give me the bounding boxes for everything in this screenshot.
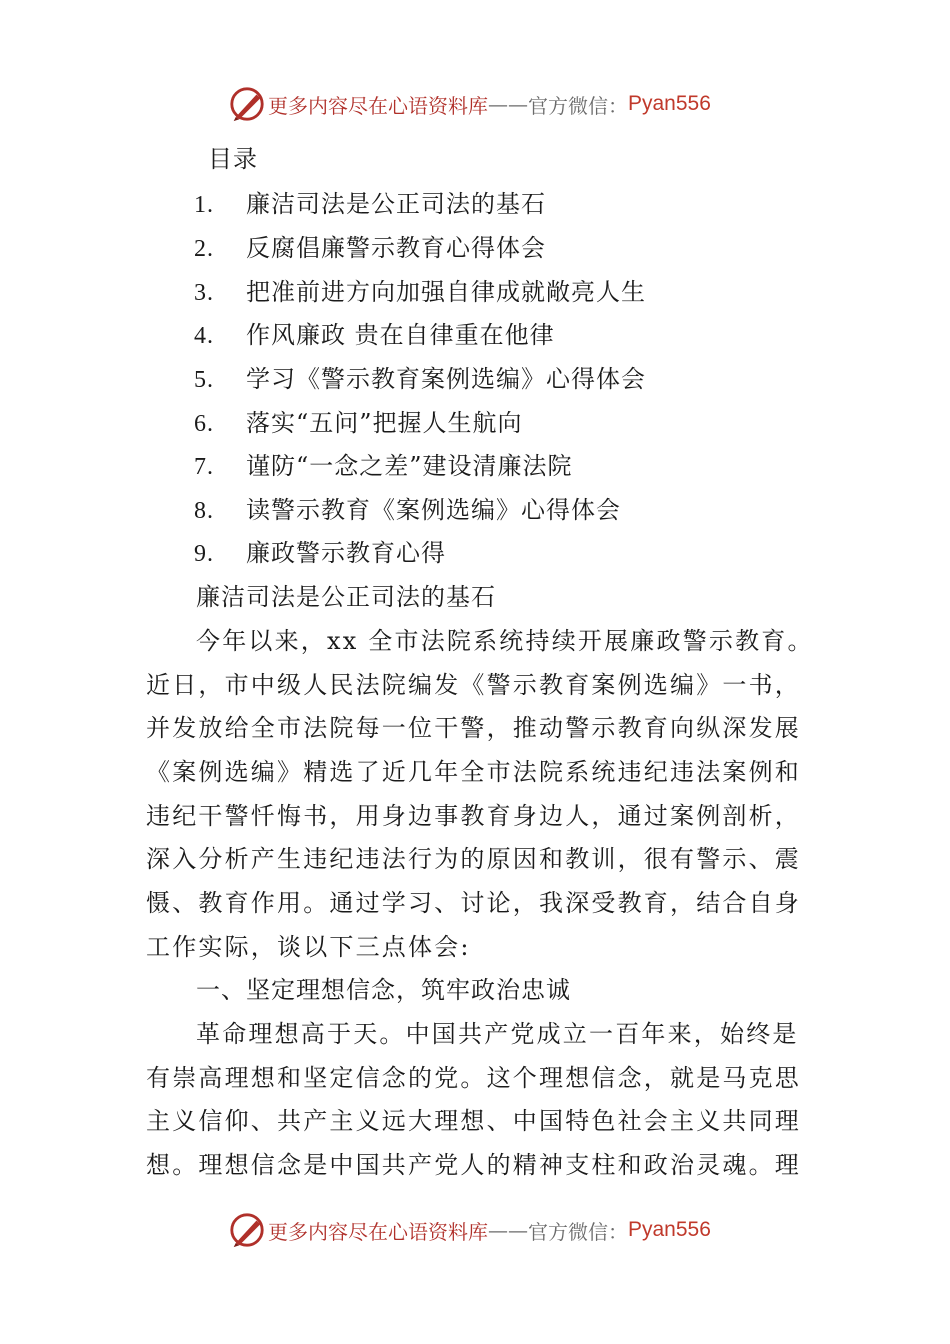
paragraph-line: 今年以来，xx 全市法院系统持续开展廉政警示教育。 xyxy=(196,627,814,655)
banner-wechat-id: Pyan556 xyxy=(628,1218,711,1241)
toc-item-text: 反腐倡廉警示教育心得体会 xyxy=(246,234,546,262)
toc-item-text: 作风廉政 贵在自律重在他律 xyxy=(246,321,555,349)
toc-item xyxy=(194,189,546,220)
toc-item-text: 读警示教育《案例选编》心得体会 xyxy=(246,496,621,524)
paragraph-line: 革命理想高于天。中国共产党成立一百年来，始终是 xyxy=(196,1020,799,1048)
banner-wechat-label: 官方微信： xyxy=(528,1219,628,1244)
paragraph-line: 慑、教育作用。通过学习、讨论，我深受教育，结合自身 xyxy=(146,889,801,917)
section-heading: 一、坚定理想信念，筑牢政治忠诚 xyxy=(196,976,571,1004)
toc-item xyxy=(194,233,546,264)
banner-wechat-id: Pyan556 xyxy=(628,92,711,115)
paragraph-line: 工作实际，谈以下三点体会: xyxy=(146,933,471,961)
toc-item-number: 7. xyxy=(194,454,214,480)
article-heading: 廉洁司法是公正司法的基石 xyxy=(196,583,496,611)
toc-item-number: 5. xyxy=(194,367,214,393)
header-banner-content xyxy=(228,82,711,126)
toc-item-number: 8. xyxy=(194,498,214,524)
toc-item-number: 4. xyxy=(194,323,214,349)
toc-item-text: 廉政警示教育心得 xyxy=(246,539,446,567)
paragraph-line: 想。理想信念是中国共产党人的精神支柱和政治灵魂。理 xyxy=(146,1151,801,1179)
paragraph-line: 违纪干警忏悔书，用身边事教育身边人，通过案例剖析， xyxy=(146,802,801,830)
paragraph-line: 并发放给全市法院每一位干警，推动警示教育向纵深发展 xyxy=(146,714,801,742)
toc-item xyxy=(194,364,646,395)
toc-item-number: 2. xyxy=(194,236,214,262)
toc-item xyxy=(194,277,646,308)
toc-item xyxy=(194,451,573,482)
toc-item xyxy=(194,538,446,569)
banner-slogan: 更多内容尽在心语资料库 xyxy=(268,93,488,118)
pen-logo-icon xyxy=(228,85,266,123)
paragraph-line: 主义信仰、共产主义远大理想、中国特色社会主义共同理 xyxy=(146,1107,801,1135)
toc-item xyxy=(194,320,555,351)
banner-wechat-label: 官方微信： xyxy=(528,93,628,118)
banner-dash: —— xyxy=(488,92,528,116)
paragraph-line: 《案例选编》精选了近几年全市法院系统违纪违法案例和 xyxy=(146,758,801,786)
toc-item-number: 3. xyxy=(194,280,214,306)
toc-item xyxy=(194,408,523,439)
toc-item-number: 1. xyxy=(194,192,214,218)
paragraph-line: 有崇高理想和坚定信念的党。这个理想信念，就是马克思 xyxy=(146,1064,801,1092)
toc-title: 目录 xyxy=(208,145,258,173)
banner-dash: —— xyxy=(488,1218,528,1242)
toc-item-text: 把准前进方向加强自律成就敞亮人生 xyxy=(246,278,646,306)
toc-item xyxy=(194,495,621,526)
toc-item-number: 6. xyxy=(194,411,214,437)
pen-logo-icon xyxy=(228,1211,266,1249)
toc-item-text: 落实“五问”把握人生航向 xyxy=(246,409,523,437)
footer-banner xyxy=(0,1208,950,1252)
paragraph-line: 深入分析产生违纪违法行为的原因和教训，很有警示、震 xyxy=(146,845,801,873)
banner-slogan: 更多内容尽在心语资料库 xyxy=(268,1219,488,1244)
footer-banner-content xyxy=(228,1208,711,1252)
toc-item-number: 9. xyxy=(194,541,214,567)
toc-item-text: 谨防“一念之差”建设清廉法院 xyxy=(246,452,573,480)
toc-item-text: 廉洁司法是公正司法的基石 xyxy=(246,190,546,218)
header-banner xyxy=(0,82,950,126)
toc-item-text: 学习《警示教育案例选编》心得体会 xyxy=(246,365,646,393)
paragraph-line: 近日，市中级人民法院编发《警示教育案例选编》一书， xyxy=(146,671,801,699)
